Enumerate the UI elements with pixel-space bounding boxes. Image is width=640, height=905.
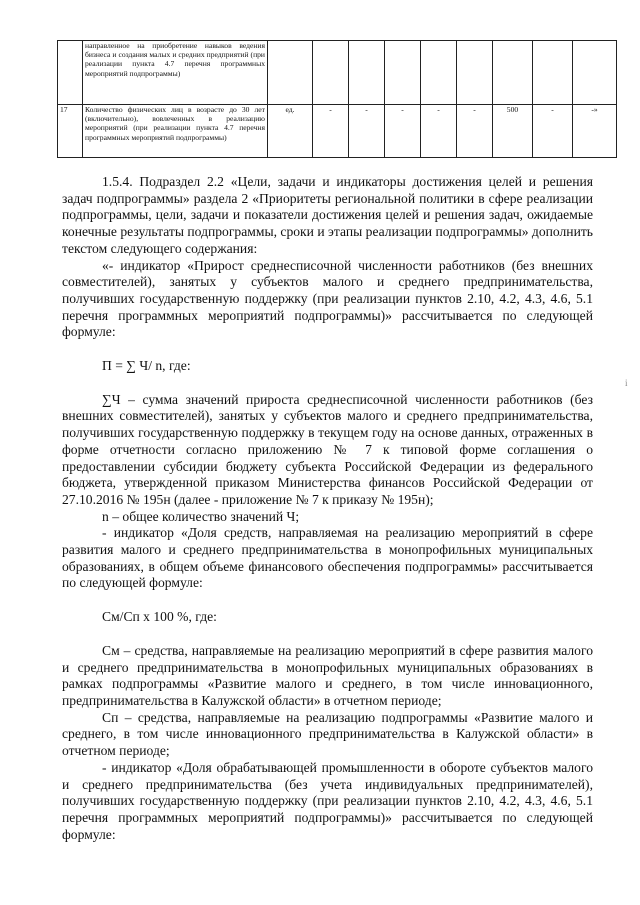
table-cell <box>457 41 493 105</box>
paragraph-indicator-growth: «- индикатор «Прирост среднесписочной численности работников (без внешних совместителей), занятых у субъектов малого и среднего предпринимательства, получивших государственную поддержку (при реализации пунктов 2.10, 4.2, 4.3, 4.6, 5.1 перечня программных мероприятий подпрограммы)» рассчитывается по следующей формуле: <box>62 257 593 340</box>
table-cell <box>385 41 421 105</box>
table-cell <box>533 41 573 105</box>
table-cell <box>573 41 617 105</box>
table-cell-name: Количество физических лиц в возрасте до 30 лет (включительно), вовлеченных в реализацию мероприятий (при реализации пункта 4.7 перечня программных мероприятий подпрограммы) <box>83 105 268 158</box>
table-cell <box>58 41 83 105</box>
table-row <box>58 105 617 158</box>
formula-p: П = ∑ Ч/ n, где: <box>102 358 191 374</box>
paragraph-subsection-2-2: 1.5.4. Подраздел 2.2 «Цели, задачи и индикаторы достижения целей и решения задач подпрограммы» раздела 2 «Приоритеты региональной политики в сфере реализации подпрограммы, цели, задачи и показатели достижения целей и решения задач, ожидаемые конечные результаты подпрограммы, сроки и этапы реализации подпрограммы» дополнить текстом следующего содержания: <box>62 174 593 256</box>
table-cell <box>313 41 349 105</box>
table-cell <box>421 41 457 105</box>
indicators-table <box>57 40 617 158</box>
table-cell-value: 500 <box>493 105 533 158</box>
table-cell-num: 17 <box>58 105 83 158</box>
table-cell-value: - <box>457 105 493 158</box>
table-cell-value: - <box>349 105 385 158</box>
table-cell-value: - <box>313 105 349 158</box>
table-cell-unit: ед. <box>268 105 313 158</box>
margin-mark: i <box>625 378 628 388</box>
paragraph-indicator-manufacturing: - индикатор «Доля обрабатывающей промышленности в обороте субъектов малого и среднего предпринимательства (без учета индивидуальных предпринимателей), получивших государственную поддержку (при реализации пунктов 2.10, 4.2, 4.3, 4.6, 5.1 перечня программных мероприятий подпрограммы)» рассчитывается по следующей формуле: <box>62 759 593 842</box>
document-body <box>62 174 593 843</box>
paragraph-n-definition: n – общее количество значений Ч; <box>102 508 300 524</box>
table-cell-value: -» <box>573 105 617 158</box>
table-cell <box>268 41 313 105</box>
formula-cm-cp: См/Сп х 100 %, где: <box>102 609 217 625</box>
table-cell-name: направленное на приобретение навыков ведения бизнеса и создания малых и средних предприятий (при реализации пункта 4.7 перечня программных мероприятий подпрограммы) <box>83 41 268 105</box>
table-row <box>58 41 617 105</box>
table-cell-value: - <box>421 105 457 158</box>
table-cell <box>493 41 533 105</box>
table-cell-value: - <box>385 105 421 158</box>
paragraph-sum-definition: ∑Ч – сумма значений прироста среднесписочной численности работников (без внешних совместителей), занятых у субъектов малого и среднего предпринимательства, получивших государственную поддержку в текущем году на основе данных, отраженных в форме отчетности согласно приложению № 7 к типовой форме соглашения о предоставлении субсидии бюджету субъекта Российской Федерации из федерального бюджета, утвержденной приказом Министерства финансов Российской Федерации от 27.10.2016 № 195н (далее - приложение № 7 к приказу № 195н); <box>62 391 593 507</box>
paragraph-cp-definition: Сп – средства, направляемые на реализацию подпрограммы «Развитие малого и среднего, в том числе инновационного предпринимательства в Калужской области» в отчетном периоде; <box>62 709 593 759</box>
paragraph-indicator-share-funds: - индикатор «Доля средств, направляемая на реализацию мероприятий в сфере развития малого и среднего предпринимательства в монопрофильных муниципальных образованиях, в общем объеме финансового обеспечения подпрограммы» рассчитывается по следующей формуле: <box>62 525 593 591</box>
paragraph-cm-definition: См – средства, направляемые на реализацию мероприятий в сфере развития малого и среднего предпринимательства в монопрофильных муниципальных образованиях в рамках подпрограммы «Развитие малого и среднего, в том числе инновационного, предпринимательства в Калужской области» в отчетном периоде; <box>62 642 593 708</box>
table-cell-value: - <box>533 105 573 158</box>
table-cell <box>349 41 385 105</box>
